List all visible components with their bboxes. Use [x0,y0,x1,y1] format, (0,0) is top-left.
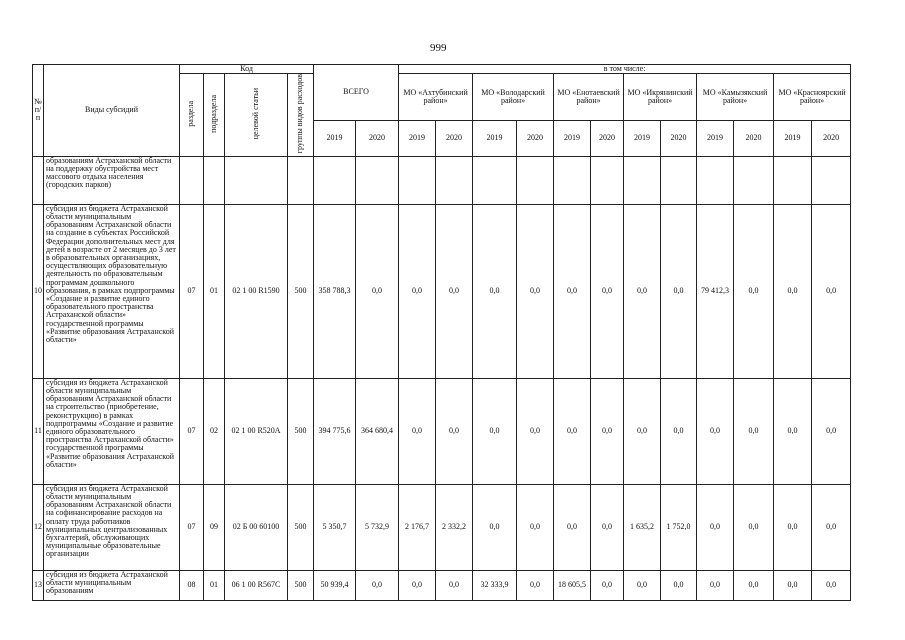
value-cell: 0,0 [591,378,624,484]
table-row [33,204,851,378]
value-cell: 1 635,2 [624,484,661,570]
value-cell: 0,0 [812,570,851,600]
value-cell: 2 176,7 [399,484,436,570]
header-year: 2019 [399,120,436,156]
value-cell: 0,0 [624,378,661,484]
value-cell: 0,0 [517,570,554,600]
header-code-article: целевой статьи [225,74,288,157]
value-cell [356,156,399,204]
value-cell: 0,0 [774,204,812,378]
row-number: 11 [33,378,44,484]
header-year: 2020 [436,120,473,156]
value-cell: 0,0 [473,484,517,570]
value-cell: 394 775,6 [314,378,356,484]
subsidy-name: субсидия из бюджета Астраханской области муниципальным образованиям Астраханской области на софинансирование расходов на оплату труда работников муниципальных централизованных бухгалтерий, обслуживающих муниципальные образовательные организации [44,484,180,570]
code-razdel [180,156,204,204]
value-cell: 0,0 [554,204,591,378]
code-podrazdel: 01 [204,570,225,600]
value-cell: 0,0 [399,204,436,378]
header-total: ВСЕГО [314,65,399,121]
header-no: № п/п [33,65,44,157]
row-number: 10 [33,204,44,378]
value-cell: 0,0 [554,378,591,484]
code-article: 02 1 00 R520A [225,378,288,484]
subsidy-name: субсидия из бюджета Астраханской области муниципальным образованиям Астраханской области на создание в субъектах Российской Федерации дополнительных мест для детей в возрасте от 2 месяцев до 3 лет в образовательных организациях, осуществляющих образовательную деятельность по образовательным программам дошкольного образования, в рамках подпрограммы «Создание и развитие единого образовательного пространства Астраханской области» государственной программы «Развитие образования Астраханской области» [44,204,180,378]
header-year: 2020 [661,120,697,156]
value-cell: 0,0 [356,204,399,378]
subsidy-name: субсидия из бюджета Астраханской области муниципальным образованиям [44,570,180,600]
header-district: МО «Енотаевский район» [554,74,624,121]
page-number: 999 [430,42,447,54]
code-group: 500 [288,204,314,378]
value-cell: 0,0 [734,378,774,484]
value-cell: 1 752,0 [661,484,697,570]
row-number: 13 [33,570,44,600]
subsidy-name: образованиям Астраханской области на поддержку обустройства мест массового отдыха населения (городских парков) [44,156,180,204]
value-cell: 5 732,9 [356,484,399,570]
code-article: 02 Б 00 60100 [225,484,288,570]
value-cell: 0,0 [734,484,774,570]
header-year: 2020 [591,120,624,156]
header-district: МО «Икрянинский район» [624,74,697,121]
table-row [33,156,851,204]
header-year: 2019 [473,120,517,156]
value-cell: 0,0 [774,378,812,484]
header-including: в том числе: [399,65,851,74]
value-cell: 2 332,2 [436,484,473,570]
header-district: МО «Красноярский район» [774,74,851,121]
header-district: МО «Камызякский район» [697,74,774,121]
value-cell: 0,0 [812,484,851,570]
value-cell: 18 605,5 [554,570,591,600]
value-cell: 0,0 [591,570,624,600]
value-cell: 0,0 [399,378,436,484]
code-podrazdel [204,156,225,204]
value-cell [591,156,624,204]
value-cell: 0,0 [473,378,517,484]
header-year: 2020 [517,120,554,156]
code-razdel: 08 [180,570,204,600]
code-article [225,156,288,204]
code-article: 06 1 00 R567C [225,570,288,600]
value-cell: 358 788,3 [314,204,356,378]
value-cell: 0,0 [734,570,774,600]
value-cell: 0,0 [661,204,697,378]
code-article: 02 1 00 R1590 [225,204,288,378]
row-number [33,156,44,204]
value-cell [661,156,697,204]
value-cell: 364 680,4 [356,378,399,484]
header-year: 2019 [624,120,661,156]
value-cell [517,156,554,204]
value-cell: 0,0 [554,484,591,570]
value-cell: 0,0 [436,378,473,484]
row-number: 12 [33,484,44,570]
code-group: 500 [288,570,314,600]
subsidy-name: субсидия из бюджета Астраханской области муниципальным образованиям Астраханской области на строительство (приобретение, реконструкцию) в рамках подпрограммы «Создание и развитие единого образовательного пространства Астраханской области» государственной программы «Развитие образования Астраханской области» [44,378,180,484]
value-cell: 0,0 [356,570,399,600]
subsidy-table [32,64,851,601]
header-district: МО «Ахтубинский район» [399,74,473,121]
value-cell: 0,0 [517,204,554,378]
value-cell [734,156,774,204]
header-code-group: группы видов расходов [288,74,314,157]
value-cell: 0,0 [661,570,697,600]
table-row [33,378,851,484]
value-cell: 0,0 [517,484,554,570]
header-code-podrazdel: подраздела [204,74,225,157]
header-code-razdel: раздела [180,74,204,157]
value-cell: 0,0 [436,204,473,378]
value-cell [436,156,473,204]
table-row [33,484,851,570]
code-group [288,156,314,204]
value-cell [624,156,661,204]
value-cell: 0,0 [624,570,661,600]
header-year: 2020 [812,120,851,156]
value-cell: 50 939,4 [314,570,356,600]
value-cell [399,156,436,204]
code-razdel: 07 [180,484,204,570]
value-cell: 0,0 [661,378,697,484]
header-year: 2019 [697,120,734,156]
header-year: 2020 [356,120,399,156]
value-cell: 32 333,9 [473,570,517,600]
header-district: МО «Володарский район» [473,74,554,121]
value-cell [473,156,517,204]
value-cell: 0,0 [697,570,734,600]
value-cell [774,156,812,204]
value-cell [812,156,851,204]
value-cell: 79 412,3 [697,204,734,378]
header-kind: Виды субсидий [44,65,180,157]
value-cell: 0,0 [591,484,624,570]
value-cell: 0,0 [734,204,774,378]
value-cell: 0,0 [774,570,812,600]
value-cell [314,156,356,204]
value-cell [554,156,591,204]
value-cell: 0,0 [517,378,554,484]
table-row [33,570,851,600]
header-year: 2019 [314,120,356,156]
value-cell: 0,0 [812,378,851,484]
value-cell: 0,0 [399,570,436,600]
value-cell [697,156,734,204]
value-cell: 0,0 [812,204,851,378]
code-podrazdel: 09 [204,484,225,570]
value-cell: 0,0 [697,378,734,484]
value-cell: 0,0 [774,484,812,570]
value-cell: 5 350,7 [314,484,356,570]
value-cell: 0,0 [624,204,661,378]
header-year: 2020 [734,120,774,156]
code-razdel: 07 [180,204,204,378]
code-group: 500 [288,378,314,484]
value-cell: 0,0 [436,570,473,600]
value-cell: 0,0 [473,204,517,378]
value-cell: 0,0 [591,204,624,378]
code-podrazdel: 01 [204,204,225,378]
header-year: 2019 [554,120,591,156]
code-razdel: 07 [180,378,204,484]
value-cell: 0,0 [697,484,734,570]
header-year: 2019 [774,120,812,156]
header-code: Код [180,65,314,74]
code-podrazdel: 02 [204,378,225,484]
code-group: 500 [288,484,314,570]
